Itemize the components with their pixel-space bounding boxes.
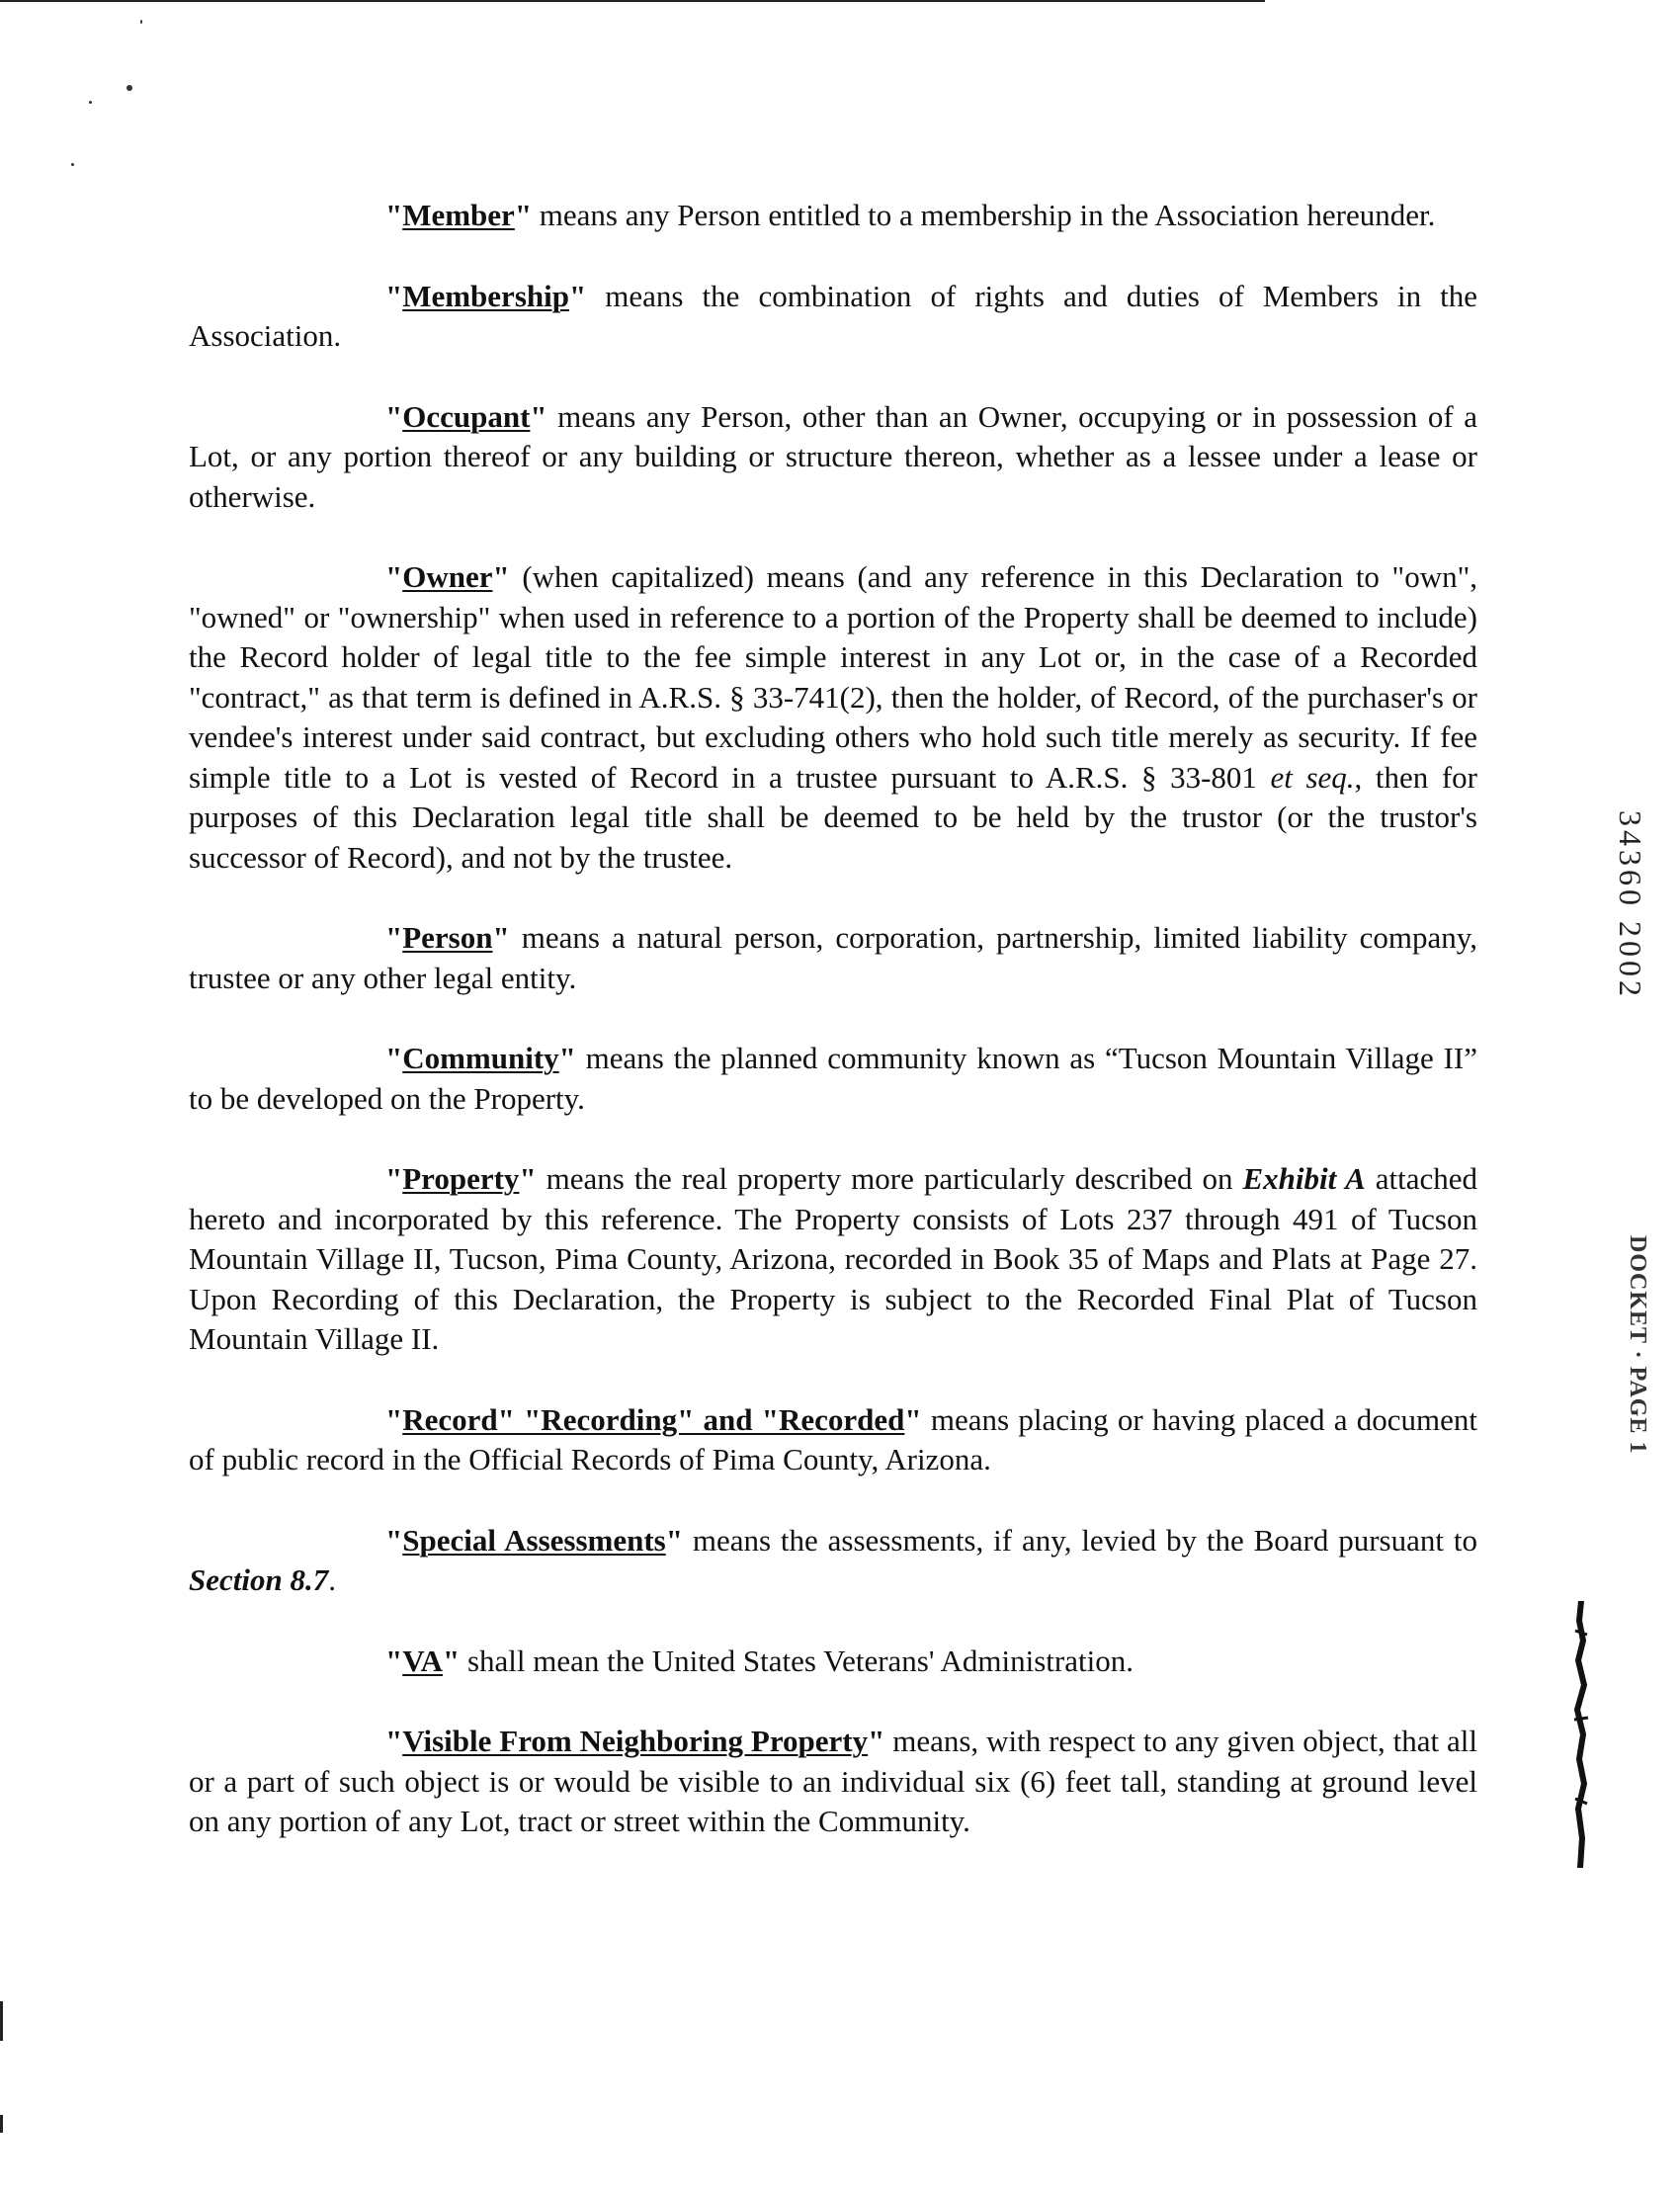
scan-edge-mark: [0, 2115, 3, 2133]
definition-text: .: [328, 1562, 336, 1597]
definition-text: means any Person, other than an Owner, occupying or in possession of a Lot, or any portion thereof or any building or structure thereon, whether as a lessee under a lease or otherwise.: [189, 398, 1477, 514]
definition-property: "Property" means the real property more particularly described on Exhibit A attached hereto and incorporated by this reference. The Property consists of Lots 237 through 491 of Tucson Mountain Village II, Tucson, Pima County, Arizona, recorded in Book 35 of Maps and Plats at Page 27. Upon Recording of this Declaration, the Property is subject to the Recorded Final Plat of Tucson Mountain Village II.: [189, 1161, 1478, 1356]
definition-record: "Record" "Recording" and "Recorded" means placing or having placed a document of public record in the Official Records of Pima County, Arizona.: [189, 1401, 1477, 1476]
term-visible-from-neighboring-property: Visible From Neighboring Property: [402, 1724, 869, 1758]
definition-text: means the planned community known as “Tucson Mountain Village II” to be developed on the Property.: [189, 1041, 1477, 1116]
definition-member: "Member" means any Person entitled to a membership in the Association hereunder.: [385, 198, 1436, 232]
term-member: Member: [402, 198, 515, 232]
definition-text: means the combination of rights and duties of Members in the Association.: [189, 278, 1477, 353]
scan-speck: [140, 20, 142, 24]
top-rule: [0, 0, 1265, 2]
definition-owner: "Owner" (when capitalized) means (and any reference in this Declaration to "own", "owned" or "ownership" when used in reference to a portion of the Property shall be deemed to include) the Record holder of legal title to the fee simple interest in any Lot or, in the case of a Recorded "contract," as that term is defined in A.R.S. § 33-741(2), then the holder, of Record, of the purchaser's or vendee's interest under said contract, but excluding others who hold such title merely as security. If fee simple title to a Lot is vested of Record in a trustee pursuant to A.R.S. § 33-801 et seq., then for purposes of this Declaration legal title shall be deemed to be held by the trustor (or the trustor's successor of Record), and not by the trustee.: [189, 559, 1477, 875]
term-person: Person: [402, 920, 493, 955]
definition-text: shall mean the United States Veterans' Administration.: [460, 1643, 1134, 1678]
definition-occupant: "Occupant" means any Person, other than an Owner, occupying or in possession of a Lot, or any portion thereof or any building or structure thereon, whether as a lessee under a lease or otherwise.: [189, 398, 1477, 514]
definition-text: , then for purposes of this Declaration legal title shall be deemed to be held by the trustor (or the trustor's successor of Record), and not by the trustee.: [189, 759, 1477, 875]
term-special-assessments: Special Assessments: [402, 1522, 666, 1558]
definition-text: means any Person entitled to a membership in the Association hereunder.: [532, 198, 1436, 232]
definition-text: means a natural person, corporation, partnership, limited liability company, trustee or any other legal entity.: [189, 920, 1477, 995]
definition-italic: et seq.: [1270, 759, 1355, 795]
term-property: Property: [402, 1161, 520, 1196]
term-membership: Membership: [402, 278, 569, 313]
recording-number: 34360 2002: [1613, 810, 1648, 1000]
definition-person: "Person" means a natural person, corporation, partnership, limited liability company, trustee or any other legal entity.: [189, 920, 1477, 995]
definition-va: "VA" shall mean the United States Veterans' Administration.: [385, 1643, 1134, 1678]
definition-text: means the assessments, if any, levied by the Board pursuant to: [682, 1522, 1477, 1558]
term-owner: Owner: [402, 559, 493, 594]
term-community: Community: [402, 1041, 559, 1075]
section-reference: Section 8.7: [189, 1562, 329, 1597]
term-record: Record" "Recording" and "Recorded: [402, 1401, 905, 1437]
document-page: [189, 196, 1477, 1883]
scan-speck: [126, 85, 132, 91]
signature-mark: [1569, 1601, 1593, 1868]
term-va: VA: [402, 1643, 443, 1678]
definition-text: means, with respect to any given object, that all or a part of such object is or would be visible to an individual six (6) feet tall, standing at ground level on any portion of any Lot, tract or street within the Community.: [189, 1724, 1478, 1838]
definition-membership: "Membership" means the combination of rights and duties of Members in the Association.: [189, 278, 1477, 353]
recording-stamp: DOCKET · PAGE 1: [1625, 1235, 1650, 1455]
definition-special-assessments: "Special Assessments" means the assessments, if any, levied by the Board pursuant to Section 8.7.: [189, 1522, 1477, 1597]
term-occupant: Occupant: [402, 398, 531, 434]
scan-speck: [71, 163, 74, 166]
scan-speck: [89, 101, 92, 104]
definition-text: attached hereto and incorporated by this reference. The Property consists of Lots 237 through 491 of Tucson Mountain Village II, Tucson, Pima County, Arizona, recorded in Book 35 of Maps and Plats at Page 27. Upon Recording of this Declaration, the Property is subject to the Recorded Final Plat of Tucson Mountain Village II.: [189, 1161, 1478, 1356]
definition-visible-from-neighboring-property: "Visible From Neighboring Property" means, with respect to any given object, that all or a part of such object is or would be visible to an individual six (6) feet tall, standing at ground level on any portion of any Lot, tract or street within the Community.: [189, 1724, 1478, 1838]
definition-text: means the real property more particularly described on: [536, 1161, 1243, 1196]
scan-edge-mark: [0, 2001, 3, 2041]
exhibit-reference: Exhibit A: [1242, 1161, 1366, 1196]
definition-text: means placing or having placed a document of public record in the Official Records of Pima County, Arizona.: [189, 1401, 1477, 1476]
definition-text: (when capitalized) means (and any reference in this Declaration to "own", "owned" or "ownership" when used in reference to a portion of the Property shall be deemed to include) the Record holder of legal title to the fee simple interest in any Lot or, in the case of a Recorded "contract," as that term is defined in A.R.S. § 33-741(2), then the holder, of Record, of the purchaser's or vendee's interest under said contract, but excluding others who hold such title merely as security. If fee simple title to a Lot is vested of Record in a trustee pursuant to A.R.S. § 33-801: [189, 559, 1477, 795]
definition-community: "Community" means the planned community known as “Tucson Mountain Village II” to be developed on the Property.: [189, 1041, 1477, 1116]
